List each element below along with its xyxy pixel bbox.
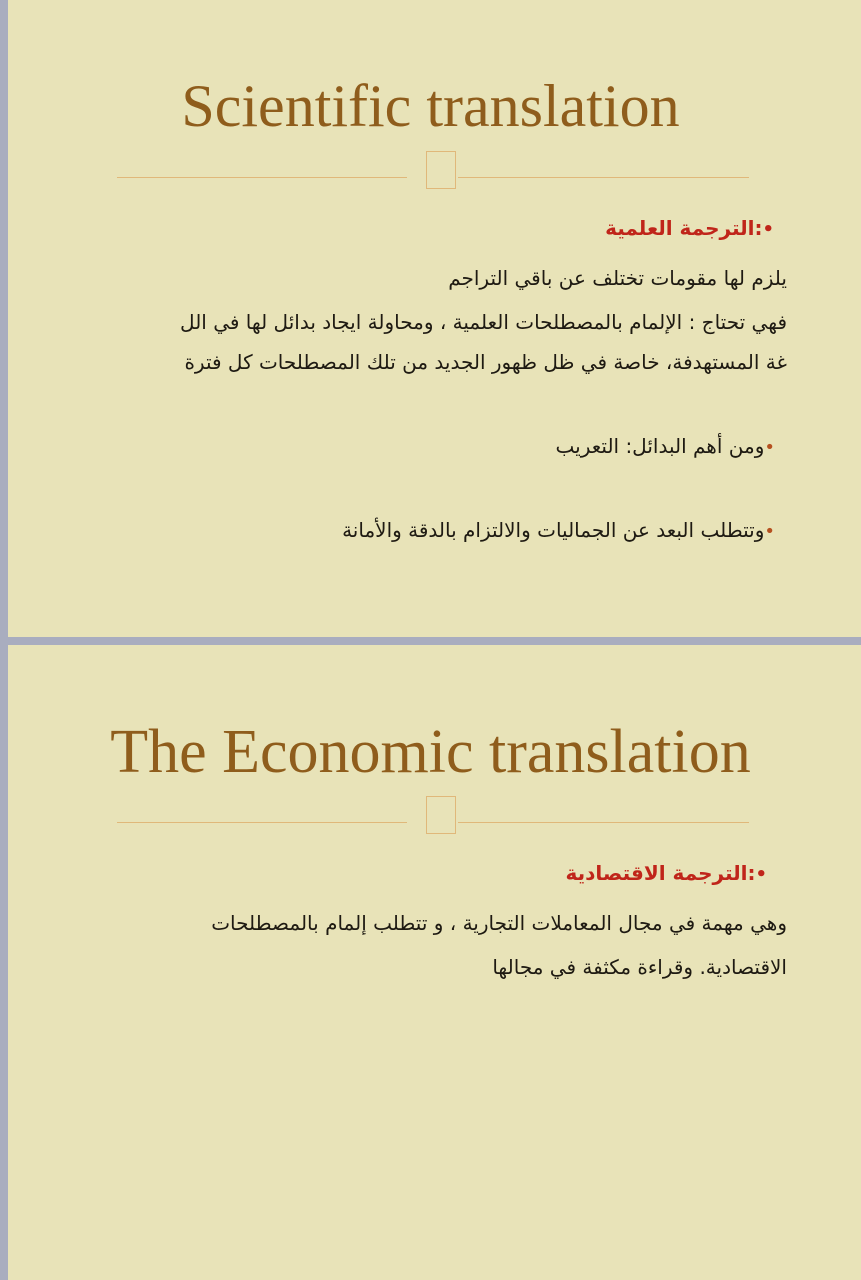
bullet-icon: •: [762, 219, 774, 240]
section-heading: [565, 861, 779, 885]
divider-line-right: [458, 177, 749, 178]
divider-ornament-box: [426, 796, 456, 834]
slide-title: Scientific translation: [181, 73, 680, 139]
paragraph-line: الاقتصادية. وقراءة مكثفة في مجالها: [492, 955, 787, 979]
bullet-item: [556, 434, 787, 458]
divider-ornament-box: [426, 151, 456, 189]
title-divider: [117, 151, 749, 191]
section-heading: [605, 216, 786, 240]
paragraph-line: وهي مهمة في مجال المعاملات التجارية ، و تتطلب إلمام بالمصطلحات: [211, 911, 787, 935]
paragraph-line: يلزم لها مقومات تختلف عن باقي التراجم: [448, 266, 787, 290]
bullet-icon: •: [755, 864, 767, 885]
title-divider: [117, 796, 749, 836]
divider-line-right: [458, 822, 749, 823]
slide-scientific-translation: [8, 0, 861, 637]
section-heading-text: :الترجمة العلمية: [605, 216, 763, 240]
slide-title: The Economic translation: [110, 718, 751, 786]
divider-line-left: [117, 177, 407, 178]
section-heading-text: :الترجمة الاقتصادية: [565, 861, 756, 885]
bullet-icon: •: [764, 521, 775, 542]
slide-economic-translation: [8, 645, 861, 1280]
paragraph-line: فهي تحتاج : الإلمام بالمصطلحات العلمية ، ومحاولة ايجاد بدائل لها في الل: [180, 310, 787, 334]
paragraph-line: غة المستهدفة، خاصة في ظل ظهور الجديد من تلك المصطلحات كل فترة: [184, 350, 787, 374]
divider-line-left: [117, 822, 407, 823]
bullet-item: [342, 518, 787, 542]
bullet-item-text: ومن أهم البدائل: التعريب: [555, 434, 765, 458]
bullet-icon: •: [764, 437, 775, 458]
bullet-item-text: وتتطلب البعد عن الجماليات والالتزام بالدقة والأمانة: [342, 518, 765, 542]
